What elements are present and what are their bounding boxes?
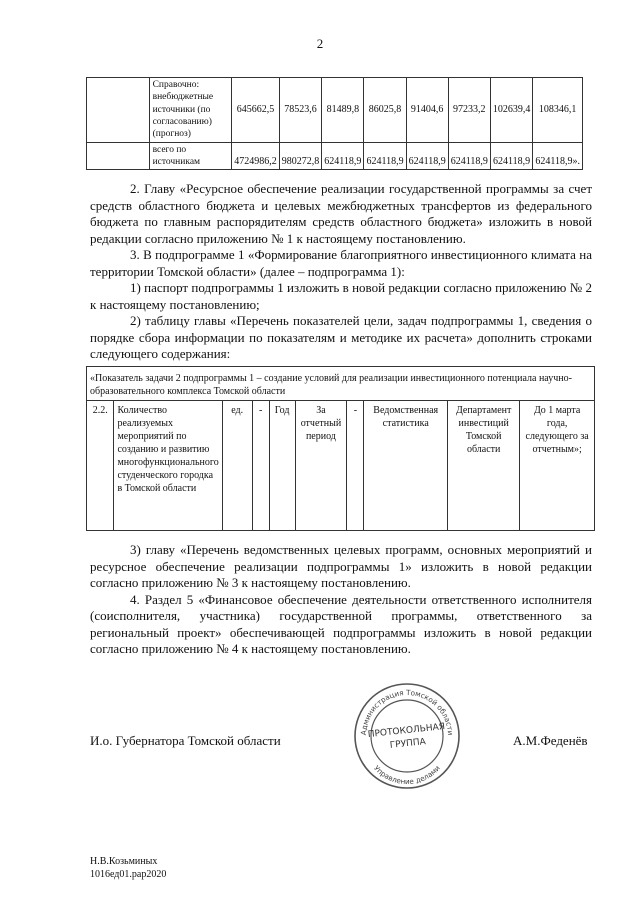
- value-cell: 78523,6: [279, 78, 322, 143]
- paragraph-group-b: [90, 542, 592, 658]
- stamp-ring-top: Администрация Томской области: [358, 687, 456, 736]
- value-cell: 624118,9».: [533, 142, 583, 170]
- author-name: Н.В.Козьминых: [90, 856, 158, 867]
- responsible-cell: Департамент инвестиций Томской области: [448, 401, 520, 531]
- paragraph-group-a: [90, 181, 592, 363]
- value-cell: 624118,9: [406, 142, 448, 170]
- stamp-ring-bottom: Управление делами: [372, 763, 442, 787]
- periodicity-cell: Год: [269, 401, 295, 531]
- value-cell: 4724986,2: [232, 142, 280, 170]
- footer: [90, 856, 166, 881]
- value-cell: 624118,9: [490, 142, 533, 170]
- paragraph: 2) таблицу главы «Перечень показателей цели, задач подпрограммы 1, сведения о порядке сбора информации по показателям и методике их расчета» дополнить строками следующего содержания:: [90, 313, 592, 361]
- value-cell: 97233,2: [448, 78, 490, 143]
- value-cell: 108346,1: [533, 78, 583, 143]
- dash-cell: -: [347, 401, 364, 531]
- signatory-position: И.о. Губернатора Томской области: [90, 733, 281, 748]
- deadline-cell: До 1 марта года, следующего за отчетным»;: [520, 401, 595, 531]
- stamp-center-line1: ПРОТОКОЛЬНАЯ: [367, 722, 446, 741]
- signatory-name: А.М.Феденёв: [513, 733, 588, 748]
- stamp-center-line2: ГРУППА: [389, 737, 427, 751]
- empty-cell: [87, 78, 150, 143]
- indicator-table: [86, 366, 595, 531]
- table-header-row: [87, 367, 595, 401]
- unit-cell: ед.: [222, 401, 252, 531]
- document-code: 1016ед01.рар2020: [90, 868, 167, 880]
- table-row: [87, 142, 583, 170]
- row-number: 2.2.: [87, 401, 114, 531]
- period-cell: За отчетный период: [295, 401, 347, 531]
- value-cell: 81489,8: [322, 78, 364, 143]
- value-cell: 980272,8: [279, 142, 322, 170]
- row-label: всего по источникам: [149, 142, 232, 170]
- value-cell: 102639,4: [490, 78, 533, 143]
- value-cell: 624118,9: [448, 142, 490, 170]
- method-cell: Ведомственная статистика: [364, 401, 448, 531]
- row-label: Справочно: внебюджетные источники (по согласованию) (прогноз): [149, 78, 232, 143]
- paragraph: 4. Раздел 5 «Финансовое обеспечение деятельности ответственного исполнителя (соисполнителя, участника) государственной программы, ответственного за региональный проект» обеспечивающей подпрограммы изложить в новой редакции согласно приложению № 4 к настоящему постановлению.: [90, 591, 592, 656]
- paragraph: 1) паспорт подпрограммы 1 изложить в новой редакции согласно приложению № 2 к настоящему постановлению;: [90, 280, 592, 312]
- page-number: 2: [316, 36, 324, 51]
- indicator-name: Количество реализуемых мероприятий по созданию и развитию многофункционального студенческого городка в Томской области: [114, 401, 222, 531]
- empty-cell: [87, 142, 150, 170]
- table-row: [87, 78, 583, 143]
- value-cell: 91404,6: [406, 78, 448, 143]
- indicator-header: «Показатель задачи 2 подпрограммы 1 – создание условий для реализации инвестиционного потенциала научно-образовательного комплекса Томской области: [87, 367, 595, 401]
- table-row: [87, 401, 595, 531]
- paragraph: 3) главу «Перечень ведомственных целевых программ, основных мероприятий и ресурсное обеспечение реализации подпрограммы 1» изложить в новой редакции согласно приложению № 3 к настоящему постановлению.: [90, 542, 592, 590]
- value-cell: 624118,9: [364, 142, 406, 170]
- paragraph: 3. В подпрограмме 1 «Формирование благоприятного инвестиционного климата на территории Томской области» (далее – подпрограмма 1):: [90, 247, 592, 279]
- budget-table: [86, 77, 583, 170]
- value-cell: 86025,8: [364, 78, 406, 143]
- paragraph: 2. Главу «Ресурсное обеспечение реализации государственной программы за счет средств областного бюджета и целевых межбюджетных трансфертов из федерального бюджета по главным распорядителям средств областного бюджета» изложить в новой редакции согласно приложению № 1 к настоящему постановлению.: [90, 181, 592, 246]
- value-cell: 645662,5: [232, 78, 280, 143]
- dash-cell: -: [252, 401, 269, 531]
- value-cell: 624118,9: [322, 142, 364, 170]
- stamp-seal: [352, 681, 462, 791]
